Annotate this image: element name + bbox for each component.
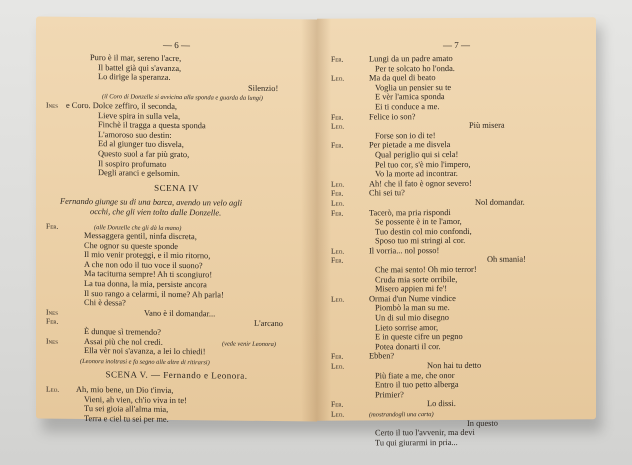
- verse-text-continued: L'arcano: [254, 319, 283, 329]
- verse-text: Entro il tuo petto alberga: [375, 380, 459, 390]
- verse-text: Lieve spira in sulla vela,: [98, 110, 181, 121]
- speaker-name: Fer.: [46, 221, 59, 231]
- stage-note: (alle Donzelle che gli dà la mano): [94, 223, 182, 232]
- verse-text: Che mai sento! Oh mio terror!: [375, 264, 477, 275]
- verse-text: Il battel già qui s'avanza,: [98, 62, 182, 73]
- verse-text-continued: Non hai tu detto: [427, 360, 482, 371]
- verse-text: Terra e ciel tu sei per me.: [84, 413, 169, 424]
- verse-text: Cruda mia sorte orribile,: [375, 274, 458, 285]
- speaker-name: Fer.: [331, 399, 344, 410]
- speaker-name: Leo.: [331, 198, 345, 208]
- verse-text: Vano è il domandar...: [144, 308, 216, 319]
- verse-text: Ah! che il fato è ognor severo!: [369, 178, 472, 189]
- speaker-name: Fer.: [331, 208, 344, 218]
- verse-text: Vo la morte ad incontrar.: [375, 169, 458, 179]
- verse-text: Voglia un pensier su te: [375, 82, 452, 93]
- verse-text: Che ognor su queste sponde: [84, 240, 178, 251]
- right-page: [317, 17, 596, 448]
- speaker-name: Fer.: [46, 317, 59, 327]
- verse-text: Lieto sorrise amor,: [375, 322, 439, 333]
- verse-text: Vieni, ah vien, ch'io viva in te!: [84, 394, 187, 405]
- verse-text: Qual periglio qui si cela!: [375, 149, 459, 160]
- speaker-name: Fer.: [331, 188, 344, 198]
- verse-text: Più fiate a me, che onor: [375, 370, 455, 381]
- right-page-text: [317, 53, 596, 448]
- verse-text: E in queste cifre un pegno: [375, 332, 463, 342]
- verse-text: Lo dirige la speranza.: [98, 72, 171, 83]
- speaker-name: Fer.: [331, 112, 344, 122]
- verse-text: Pel tuo cor, s'è mio l'impero,: [375, 159, 471, 169]
- verse-text: Finchè il tragga a questa sponda: [98, 120, 206, 131]
- verse-text: Degli aranci e gelsomin.: [98, 168, 180, 179]
- verse-text: Il vorria... nol posso!: [369, 245, 440, 256]
- left-page: [36, 17, 317, 422]
- verse-text-continued: Silenzio!: [248, 83, 279, 93]
- verse-text: Per te solcato ho l'onda.: [375, 63, 455, 74]
- verse-text: Ed al giunger tuo disvela,: [98, 139, 184, 150]
- speaker-name: Leo.: [331, 294, 345, 304]
- verse-text: Primier?: [375, 390, 404, 400]
- verse-text: Ei ti conduce a me.: [375, 102, 440, 112]
- scene-heading: SCENA V. — Fernando e Leonora.: [105, 369, 248, 382]
- speaker-name: Fer.: [331, 256, 344, 266]
- verse-text: Piombò la man su me.: [375, 303, 450, 313]
- stage-note: (mostrandogli una carta): [369, 411, 434, 419]
- speaker-name: Fer.: [331, 54, 344, 64]
- verse-text: La tua donna, la mia, persiste ancora: [84, 279, 207, 290]
- verse-text: Per pietade a me disvela: [369, 140, 451, 150]
- verse-text-continued: Lo dissi.: [427, 399, 456, 409]
- verse-text: Tu qui giurarmi in pria...: [375, 437, 458, 448]
- verse-text: Tu sei gioia all'alma mia,: [84, 404, 169, 415]
- verse-text: Assai più che nol credi.: [84, 336, 163, 347]
- speaker-name: Leo.: [331, 73, 345, 83]
- verse-text: Sposo tuo mi stringi al cor.: [375, 236, 466, 246]
- verse-text: Ah, mio bene, un Dio t'invia,: [76, 384, 174, 395]
- verse-text: A che non odo il tuo voce il suono?: [84, 259, 203, 271]
- speaker-name: Fer.: [331, 140, 344, 151]
- verse-text-continued: In questo: [467, 418, 498, 428]
- speaker-name: Ines: [46, 100, 58, 110]
- verse-text: Il suo rango a celarmi, il nome? Ah parla!: [84, 288, 224, 300]
- left-page-text: [36, 53, 317, 426]
- verse-text: Il mio venir proteggi, e il mio ritorno,: [84, 250, 211, 261]
- verse-text: Certo il tuo l'avvenir, ma devi: [375, 428, 475, 438]
- speaker-name: Leo.: [331, 409, 345, 419]
- stage-note: (vede venir Leonora): [222, 340, 276, 348]
- verse-text: E vèr l'amica sponda: [375, 92, 445, 102]
- verse-text: e Coro. Dolce zeffiro, il seconda,: [66, 100, 178, 111]
- speaker-name: Ines: [46, 336, 58, 346]
- speaker-name: Fer.: [331, 351, 344, 362]
- verse-text: Chi è dessa?: [84, 298, 126, 308]
- verse-text: Forse son io di te!: [375, 130, 436, 141]
- verse-text: Felice io son?: [369, 111, 416, 122]
- verse-text: L'amoroso suo destin:: [98, 129, 172, 140]
- speaker-name: Leo.: [331, 361, 345, 371]
- verse-text: È dunque sì tremendo?: [84, 327, 161, 337]
- verse-text: Ma da quel di beato: [369, 73, 436, 83]
- speaker-name: Leo.: [46, 384, 60, 394]
- verse-text: Tuo destin col mio confondi,: [375, 226, 472, 237]
- verse-text: Ma taciturna sempre! Ah ti scongiuro!: [84, 269, 213, 280]
- verse-line: [317, 437, 596, 448]
- verse-text: Questo suol a far più grato,: [98, 149, 190, 160]
- verse-text: Misero appien mi fe'!: [375, 284, 447, 294]
- speaker-name: Ines: [46, 307, 58, 317]
- page-number-left: — 6 —: [163, 39, 190, 51]
- verse-text: Il sospiro profumato: [98, 158, 167, 169]
- scene-heading: SCENA IV: [154, 182, 199, 193]
- stage-direction: occhi, che gli vien tolto dalle Donzelle.: [90, 207, 222, 218]
- verse-text: Messaggera gentil, ninfa discreta,: [84, 231, 197, 242]
- verse-text: Ormai d'un Nume vindice: [369, 293, 456, 304]
- page-number-right: — 7 —: [443, 39, 470, 51]
- verse-text: Se possente è in te l'amor,: [375, 217, 462, 227]
- stage-note: (Leonora inoltrasi e fa segno alle altre di ritirarsi): [80, 357, 210, 367]
- verse-text: Ebben?: [369, 351, 395, 361]
- stage-direction: Fernando giunge su di una barca, avendo un velo agli: [60, 197, 243, 208]
- verse-text-continued: Nol domandar.: [475, 197, 525, 207]
- verse-text: Tacerò, ma pria rispondi: [369, 207, 451, 217]
- stage-note: (il Coro di Donzelle si avvicina alla sponda e guarda da lungi): [102, 93, 263, 103]
- speaker-name: Leo.: [331, 179, 345, 189]
- verse-text: Chi sei tu?: [369, 188, 405, 198]
- speaker-name: Leo.: [331, 246, 345, 256]
- verse-text: Lungi da un padre amato: [369, 54, 453, 64]
- verse-text: Puro è il mar, sereno l'acre,: [90, 53, 182, 64]
- verse-text-continued: Più misera: [469, 120, 505, 131]
- open-libretto: [36, 18, 598, 448]
- verse-text: Un di sul mio disegno: [375, 313, 449, 323]
- speaker-name: Leo.: [331, 121, 345, 131]
- verse-text-continued: Oh smania!: [487, 255, 526, 265]
- verse-text: Ella vèr noi s'avanza, a lei lo chiedi!: [84, 346, 206, 357]
- verse-text: Potea donarti il cor.: [375, 341, 441, 352]
